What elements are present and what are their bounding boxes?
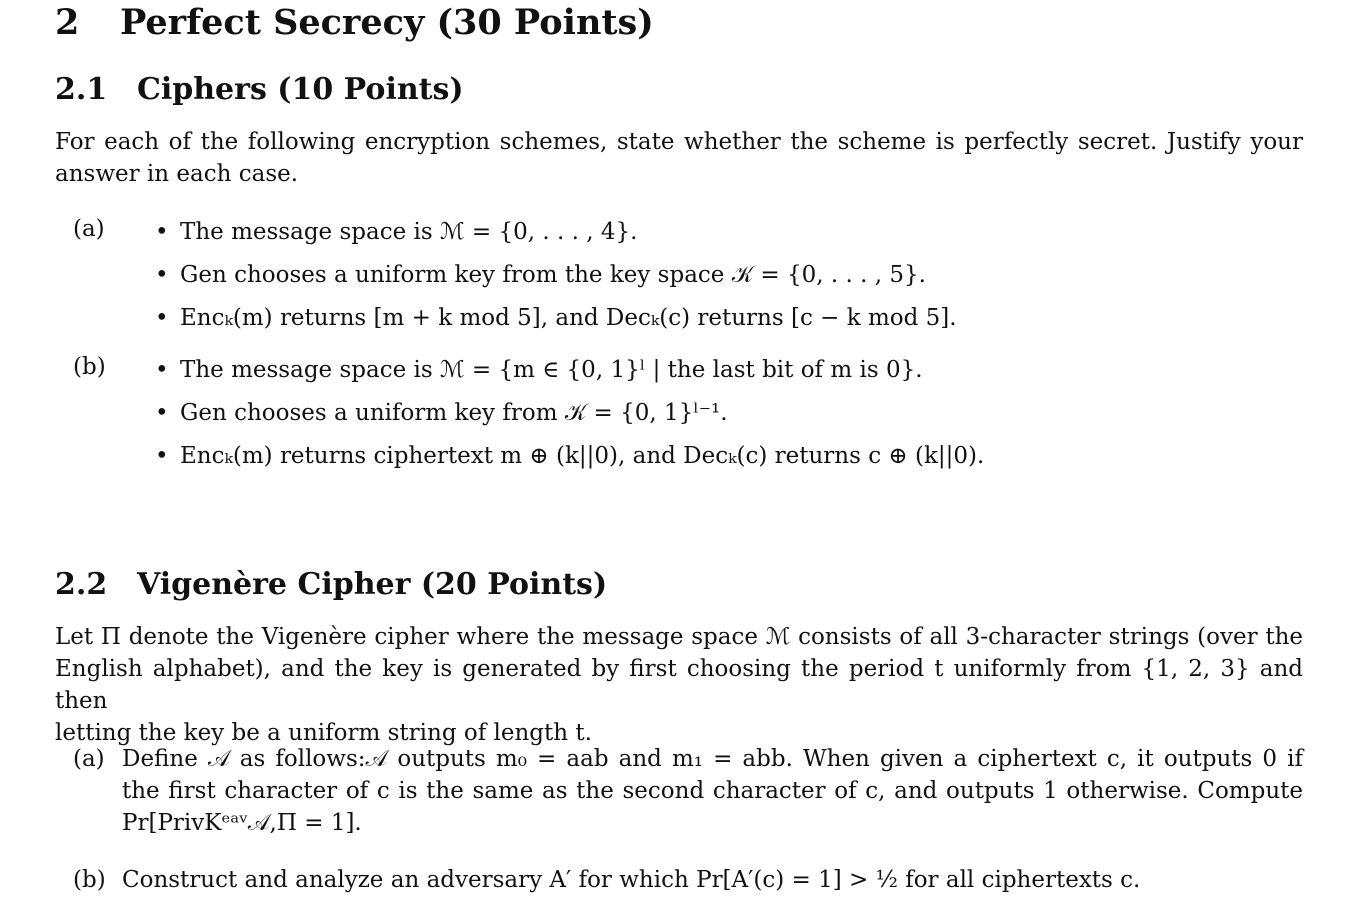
bullet-item [155, 440, 984, 483]
bullet-icon: • [155, 305, 169, 331]
item-label: (b) [73, 867, 106, 893]
subsection-number: 2.1 [55, 72, 108, 107]
bullet-text: Gen chooses a uniform key from the key space 𝒦 = {0, . . . , 5}. [180, 262, 926, 288]
bullet-item [155, 354, 984, 397]
bullet-item [155, 302, 957, 345]
subsection-number: 2.2 [55, 567, 108, 602]
bullet-icon: • [155, 443, 169, 469]
part-label: (b) [73, 354, 106, 380]
bullet-item [155, 259, 957, 302]
paragraph-line: English alphabet), and the key is generated by first choosing the period t uniformly from {1, 2, 3} and then [55, 656, 1303, 714]
bullet-icon: • [155, 219, 169, 245]
bullet-list [155, 354, 984, 483]
bullet-text: The message space is ℳ = {0, . . . , 4}. [180, 219, 638, 245]
item-line: Pr[PrivKᵉᵃᵛ𝒜,Π = 1]. [122, 810, 362, 836]
ciphers-intro-paragraph [55, 126, 1303, 190]
section-number: 2 [55, 2, 80, 43]
bullet-icon: • [155, 400, 169, 426]
paragraph-line: answer in each case. [55, 161, 299, 187]
section-heading-text: Perfect Secrecy (30 Points) [120, 2, 654, 43]
subsection-title-ciphers [55, 72, 464, 107]
paragraph-line: Let Π denote the Vigenère cipher where the message space ℳ consists of all 3-character strings (over the [55, 624, 1303, 650]
bullet-icon: • [155, 357, 169, 383]
part-label: (a) [73, 216, 105, 242]
bullet-text: The message space is ℳ = {m ∈ {0, 1}ˡ | the last bit of m is 0}. [180, 357, 923, 383]
item-body [122, 743, 1303, 839]
subsection-heading-text: Vigenère Cipher (20 Points) [137, 567, 608, 602]
item-line: Construct and analyze an adversary A′ for which Pr[A′(c) = 1] > ½ for all ciphertexts c. [122, 867, 1141, 893]
bullet-text: Encₖ(m) returns [m + k mod 5], and Decₖ(c) returns [c − k mod 5]. [180, 305, 957, 331]
item-line: Define 𝒜 as follows:𝒜 outputs m₀ = aab and m₁ = abb. When given a ciphertext c, it outputs 0 if [122, 746, 1303, 772]
paragraph-line: For each of the following encryption schemes, state whether the scheme is perfectly secret. Justify your [55, 129, 1303, 155]
subsection-title-vigenere [55, 567, 607, 602]
item-label: (a) [73, 746, 105, 772]
section-title [55, 2, 654, 43]
paragraph-line: letting the key be a uniform string of length t. [55, 720, 592, 746]
bullet-item [155, 397, 984, 440]
bullet-icon: • [155, 262, 169, 288]
subsection-heading-text: Ciphers (10 Points) [137, 72, 464, 107]
item-body [122, 864, 1303, 896]
bullet-item [155, 216, 957, 259]
vigenere-intro-paragraph [55, 621, 1303, 749]
bullet-text: Encₖ(m) returns ciphertext m ⊕ (k||0), and Decₖ(c) returns c ⊕ (k||0). [180, 443, 985, 469]
item-line: the first character of c is the same as the second character of c, and outputs 1 otherwise. Compute [122, 778, 1303, 804]
bullet-text: Gen chooses a uniform key from 𝒦 = {0, 1}ˡ⁻¹. [180, 400, 728, 426]
bullet-list [155, 216, 957, 345]
